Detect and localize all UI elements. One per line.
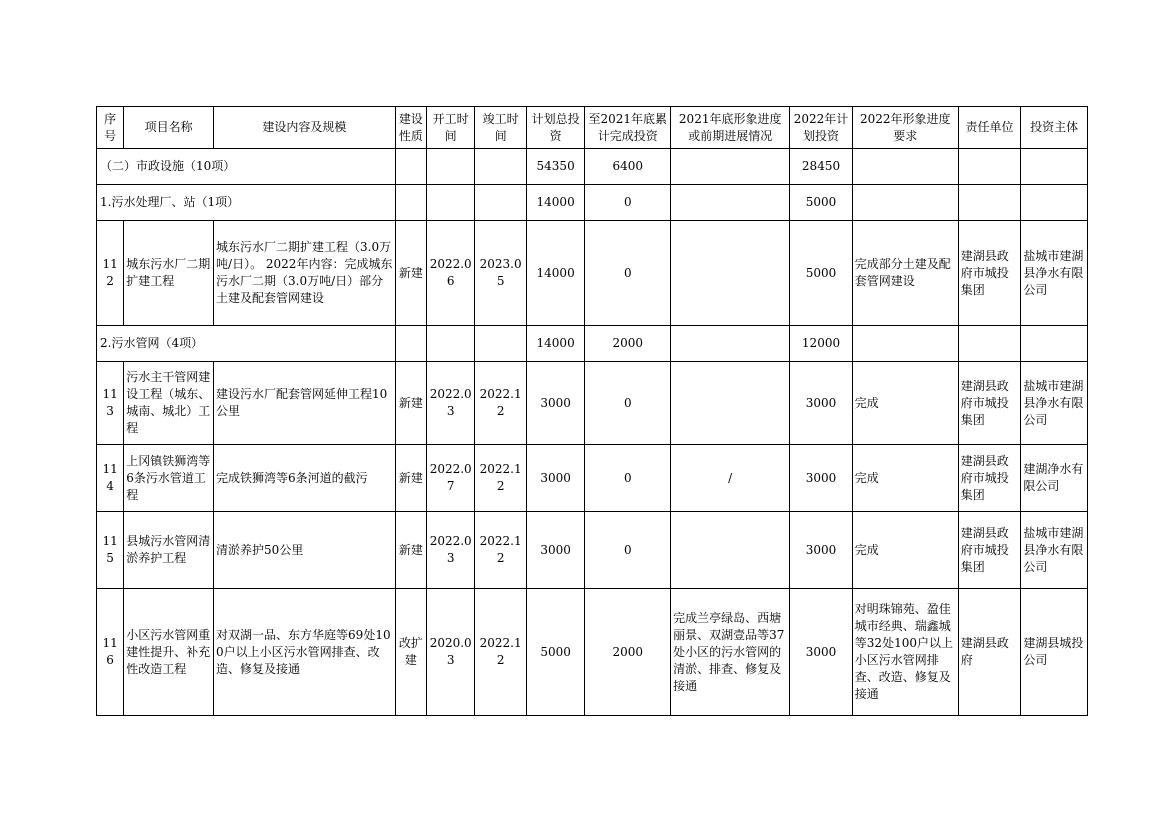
header-investor: 投资主体 — [1021, 107, 1088, 149]
section-row — [97, 326, 1088, 362]
cell-done2021: 2000 — [585, 589, 671, 716]
cell-start: 2022.06 — [426, 221, 474, 326]
table-row — [97, 512, 1088, 589]
cell-progress2021 — [671, 512, 790, 589]
cell-total: 3000 — [526, 445, 585, 512]
cell-progress2021: / — [671, 445, 790, 512]
cell-req2022: 完成 — [852, 512, 958, 589]
section-plan2022: 12000 — [790, 326, 853, 362]
cell-total: 14000 — [526, 221, 585, 326]
cell-unit: 建湖县政府市城投集团 — [958, 362, 1021, 445]
cell-nature: 改扩建 — [395, 589, 426, 716]
cell-unit: 建湖县政府市城投集团 — [958, 221, 1021, 326]
cell-unit: 建湖县政府市城投集团 — [958, 512, 1021, 589]
cell-progress2021 — [671, 362, 790, 445]
section-done2021: 6400 — [585, 149, 671, 185]
cell-plan2022: 3000 — [790, 512, 853, 589]
cell-seq: 112 — [97, 221, 124, 326]
section-total: 14000 — [526, 326, 585, 362]
cell-plan2022: 3000 — [790, 589, 853, 716]
header-total: 计划总投资 — [526, 107, 585, 149]
header-seq: 序号 — [97, 107, 124, 149]
section-label: 1.污水处理厂、站（1项） — [97, 185, 396, 221]
table-row — [97, 362, 1088, 445]
cell-progress2021: 完成兰亭绿岛、西塘丽景、双湖壹品等37处小区的污水管网的清淤、排查、修复及接通 — [671, 589, 790, 716]
cell-progress2021 — [671, 221, 790, 326]
header-progress2021: 2021年底形象进度或前期进展情况 — [671, 107, 790, 149]
cell-name: 上冈镇铁狮湾等6条污水管道工程 — [124, 445, 214, 512]
cell-end: 2022.12 — [475, 445, 526, 512]
cell-investor: 盐城市建湖县净水有限公司 — [1021, 221, 1088, 326]
cell-name: 污水主干管网建设工程（城东、城南、城北）工程 — [124, 362, 214, 445]
table-row — [97, 445, 1088, 512]
cell-end: 2022.12 — [475, 589, 526, 716]
table-row — [97, 221, 1088, 326]
cell-plan2022: 3000 — [790, 362, 853, 445]
cell-seq: 116 — [97, 589, 124, 716]
header-plan2022: 2022年计划投资 — [790, 107, 853, 149]
section-total: 54350 — [526, 149, 585, 185]
cell-content: 建设污水厂配套管网延伸工程10公里 — [214, 362, 396, 445]
cell-start: 2020.03 — [426, 589, 474, 716]
cell-content: 清淤养护50公里 — [214, 512, 396, 589]
cell-investor: 盐城市建湖县净水有限公司 — [1021, 512, 1088, 589]
header-nature: 建设性质 — [395, 107, 426, 149]
section-plan2022: 28450 — [790, 149, 853, 185]
header-done2021: 至2021年底累计完成投资 — [585, 107, 671, 149]
cell-seq: 113 — [97, 362, 124, 445]
cell-start: 2022.03 — [426, 512, 474, 589]
section-plan2022: 5000 — [790, 185, 853, 221]
cell-nature: 新建 — [395, 445, 426, 512]
cell-name: 小区污水管网重建性提升、补充性改造工程 — [124, 589, 214, 716]
section-done2021: 0 — [585, 185, 671, 221]
cell-total: 5000 — [526, 589, 585, 716]
cell-name: 县城污水管网清淤养护工程 — [124, 512, 214, 589]
cell-content: 城东污水厂二期扩建工程（3.0万吨/日）。 2022年内容：完成城东污水厂二期（3.0万吨/日）部分土建及配套管网建设 — [214, 221, 396, 326]
project-table — [96, 106, 1088, 716]
header-content: 建设内容及规模 — [214, 107, 396, 149]
cell-start: 2022.03 — [426, 362, 474, 445]
cell-investor: 建湖净水有限公司 — [1021, 445, 1088, 512]
section-row — [97, 149, 1088, 185]
cell-req2022: 完成部分土建及配套管网建设 — [852, 221, 958, 326]
cell-end: 2022.12 — [475, 512, 526, 589]
cell-nature: 新建 — [395, 512, 426, 589]
cell-plan2022: 3000 — [790, 445, 853, 512]
cell-req2022: 完成 — [852, 445, 958, 512]
cell-start: 2022.07 — [426, 445, 474, 512]
cell-nature: 新建 — [395, 362, 426, 445]
cell-unit: 建湖县政府市城投集团 — [958, 445, 1021, 512]
cell-nature: 新建 — [395, 221, 426, 326]
cell-total: 3000 — [526, 512, 585, 589]
section-label: （二）市政设施（10项） — [97, 149, 396, 185]
header-name: 项目名称 — [124, 107, 214, 149]
cell-done2021: 0 — [585, 512, 671, 589]
cell-plan2022: 5000 — [790, 221, 853, 326]
table-header-row — [97, 107, 1088, 149]
cell-end: 2023.05 — [475, 221, 526, 326]
cell-done2021: 0 — [585, 362, 671, 445]
cell-req2022: 对明珠锦苑、盈佳城市经典、瑞鑫城等32处100户以上小区污水管网排查、改造、修复及接通 — [852, 589, 958, 716]
header-end: 竣工时间 — [475, 107, 526, 149]
cell-investor: 盐城市建湖县净水有限公司 — [1021, 362, 1088, 445]
cell-investor: 建湖县城投公司 — [1021, 589, 1088, 716]
cell-seq: 115 — [97, 512, 124, 589]
header-start: 开工时间 — [426, 107, 474, 149]
cell-seq: 114 — [97, 445, 124, 512]
section-done2021: 2000 — [585, 326, 671, 362]
cell-content: 对双湖一品、东方华庭等69处100户以上小区污水管网排查、改造、修复及接通 — [214, 589, 396, 716]
cell-done2021: 0 — [585, 221, 671, 326]
cell-content: 完成铁狮湾等6条河道的截污 — [214, 445, 396, 512]
cell-end: 2022.12 — [475, 362, 526, 445]
header-req2022: 2022年形象进度要求 — [852, 107, 958, 149]
cell-req2022: 完成 — [852, 362, 958, 445]
cell-total: 3000 — [526, 362, 585, 445]
cell-unit: 建湖县政府 — [958, 589, 1021, 716]
section-total: 14000 — [526, 185, 585, 221]
section-label: 2.污水管网（4项） — [97, 326, 396, 362]
cell-name: 城东污水厂二期扩建工程 — [124, 221, 214, 326]
cell-done2021: 0 — [585, 445, 671, 512]
section-row — [97, 185, 1088, 221]
header-unit: 责任单位 — [958, 107, 1021, 149]
table-row — [97, 589, 1088, 716]
